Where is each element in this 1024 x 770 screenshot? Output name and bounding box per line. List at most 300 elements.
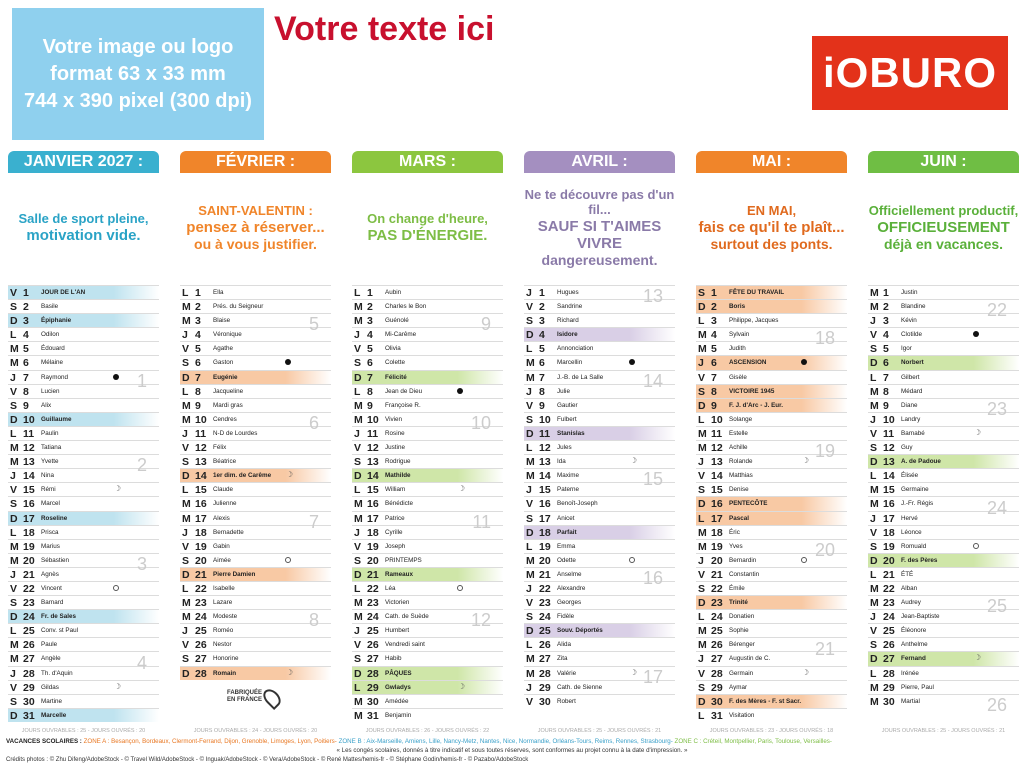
day-number: 20 — [711, 554, 723, 567]
day-row — [8, 623, 159, 637]
weekday-letter: M — [354, 512, 363, 525]
day-number: 10 — [539, 413, 551, 426]
weekday-letter: J — [870, 512, 876, 525]
weekday-letter: V — [526, 399, 534, 412]
day-number: 3 — [883, 315, 889, 328]
weekday-letter: M — [526, 456, 535, 469]
quarter-moon-icon: ☽ — [629, 667, 637, 677]
saint-name: Odilon — [41, 331, 60, 339]
day-row — [524, 440, 675, 454]
weekday-letter: L — [354, 287, 361, 299]
day-number: 7 — [195, 371, 201, 384]
weekday-letter: M — [354, 301, 363, 314]
weekday-letter: S — [870, 540, 878, 553]
saint-name: Mathilde — [385, 472, 411, 480]
day-list — [180, 285, 331, 680]
quarter-moon-icon: ☽ — [113, 681, 121, 691]
day-number: 1 — [883, 287, 889, 299]
saint-name: Anthelme — [901, 641, 928, 649]
weekday-letter: J — [526, 484, 532, 497]
weekday-letter: L — [870, 470, 877, 483]
day-row — [524, 454, 675, 468]
weekday-letter: V — [10, 287, 18, 299]
weekday-letter: L — [698, 611, 705, 624]
weekday-letter: M — [182, 611, 191, 624]
week-number: 22 — [986, 300, 1007, 321]
weekday-letter: M — [526, 653, 535, 666]
weekday-letter: S — [870, 639, 878, 652]
weekday-letter: V — [698, 667, 706, 680]
weekday-letter: J — [354, 625, 360, 638]
day-number: 7 — [539, 371, 545, 384]
saint-name: Guénolé — [385, 317, 409, 325]
weekday-letter: M — [354, 597, 363, 610]
weekday-letter: L — [10, 526, 17, 539]
day-row — [868, 581, 1019, 595]
day-number: 18 — [539, 526, 551, 539]
day-number: 27 — [539, 653, 551, 666]
day-number: 29 — [539, 681, 551, 694]
saint-name: Estelle — [729, 429, 748, 437]
day-row — [352, 370, 503, 384]
day-number: 28 — [711, 667, 723, 680]
saint-name: Blaise — [213, 317, 231, 325]
day-row — [352, 651, 503, 665]
day-row — [868, 440, 1019, 454]
weekday-letter: V — [698, 371, 706, 384]
day-number: 21 — [367, 568, 379, 581]
day-number: 10 — [711, 413, 723, 426]
saint-name: 1er dim. de Carême — [213, 472, 272, 480]
day-row — [696, 496, 847, 510]
day-row — [8, 355, 159, 369]
day-number: 3 — [711, 315, 717, 328]
day-row — [868, 355, 1019, 369]
saint-name: Audrey — [901, 599, 921, 607]
saint-name: F. des Mères - F. st Sacr. — [729, 697, 802, 705]
day-number: 19 — [195, 540, 207, 553]
day-row — [352, 581, 503, 595]
day-row — [868, 341, 1019, 355]
week-number: 24 — [986, 497, 1007, 518]
saint-name: Pascal — [729, 514, 749, 522]
weekday-letter: M — [870, 582, 879, 595]
day-row — [180, 384, 331, 398]
saint-name: VICTOIRE 1945 — [729, 387, 775, 395]
weekday-letter: M — [698, 540, 707, 553]
day-row — [180, 482, 331, 496]
weekday-letter: M — [10, 554, 19, 567]
full-moon-icon — [457, 388, 463, 394]
new-moon-icon — [973, 543, 979, 549]
day-number: 27 — [711, 653, 723, 666]
saint-name: Annonciation — [557, 345, 594, 353]
weekday-letter: M — [354, 399, 363, 412]
month-quote — [696, 173, 847, 283]
weekday-letter: J — [10, 470, 16, 483]
quarter-moon-icon: ☽ — [629, 456, 637, 466]
saint-name: Gautier — [557, 401, 578, 409]
day-row — [180, 355, 331, 369]
day-row — [352, 539, 503, 553]
saint-name: Vendredi saint — [385, 641, 425, 649]
day-number: 30 — [883, 695, 895, 708]
jours-ouvrables: JOURS OUVRABLES : 24 - JOURS OUVRÉS : 20 — [193, 728, 318, 734]
weekday-letter: D — [10, 413, 18, 426]
saint-name: Isidore — [557, 331, 578, 339]
saint-name: Vivien — [385, 415, 403, 423]
day-row — [180, 285, 331, 299]
weekday-letter: S — [10, 498, 18, 511]
weekday-letter: V — [10, 582, 18, 595]
weekday-letter: S — [10, 301, 18, 314]
day-row — [696, 299, 847, 313]
weekday-letter: L — [10, 427, 17, 440]
saint-name: Gilbert — [901, 373, 920, 381]
saint-name: Romuald — [901, 542, 927, 550]
day-row — [352, 595, 503, 609]
weekday-letter: S — [10, 597, 18, 610]
day-number: 1 — [367, 287, 373, 299]
day-number: 13 — [195, 456, 207, 469]
day-number: 9 — [539, 399, 545, 412]
day-number: 23 — [195, 597, 207, 610]
weekday-letter: L — [698, 413, 705, 426]
weekday-letter: M — [182, 597, 191, 610]
day-row — [696, 285, 847, 299]
day-number: 8 — [367, 385, 373, 398]
saint-name: JOUR DE L'AN — [41, 289, 86, 296]
week-number: 3 — [136, 553, 147, 574]
day-row — [524, 553, 675, 567]
day-number: 1 — [711, 287, 717, 299]
weekday-letter: J — [526, 582, 532, 595]
saint-name: Parfait — [557, 528, 577, 536]
day-row — [696, 623, 847, 637]
saint-name: Françoise R. — [385, 401, 421, 409]
saint-name: Zita — [557, 655, 568, 663]
day-number: 25 — [711, 625, 723, 638]
weekday-letter: D — [354, 371, 362, 384]
day-number: 7 — [23, 371, 29, 384]
saint-name: Roméo — [213, 627, 234, 635]
saint-name: Édouard — [41, 345, 65, 353]
quote-line: Ne te découvre pas d'un fil... — [524, 186, 675, 217]
saint-name: Vincent — [41, 584, 62, 592]
saint-name: Alban — [901, 584, 918, 592]
quote-line: SAINT-VALENTIN : — [198, 202, 313, 218]
day-number: 6 — [195, 357, 201, 370]
weekday-letter: M — [354, 413, 363, 426]
saint-name: PÂQUES — [385, 669, 412, 677]
day-row — [352, 666, 503, 680]
weekday-letter: V — [526, 695, 534, 708]
weekday-letter: V — [870, 526, 878, 539]
full-moon-icon — [113, 374, 119, 380]
day-number: 18 — [195, 526, 207, 539]
day-row — [352, 299, 503, 313]
saint-name: Mardi gras — [213, 401, 243, 409]
day-number: 9 — [23, 399, 29, 412]
weekday-letter: S — [526, 611, 534, 624]
weekday-letter: J — [10, 667, 16, 680]
day-number: 5 — [539, 343, 545, 356]
saint-name: J.-B. de La Salle — [557, 373, 604, 381]
saint-name: Igor — [901, 345, 912, 353]
saint-name: Jacqueline — [213, 387, 244, 395]
saint-name: Diane — [901, 401, 918, 409]
weekday-letter: M — [10, 456, 19, 469]
saint-name: Georges — [557, 599, 582, 607]
day-number: 4 — [539, 329, 545, 342]
weekday-letter: L — [354, 385, 361, 398]
day-row — [352, 285, 503, 299]
day-number: 28 — [883, 667, 895, 680]
day-number: 26 — [883, 639, 895, 652]
day-row — [8, 581, 159, 595]
saint-name: Sandrine — [557, 303, 583, 311]
day-number: 22 — [711, 582, 723, 595]
day-number: 1 — [539, 287, 545, 299]
weekday-letter: D — [182, 667, 190, 680]
weekday-letter: S — [526, 512, 534, 525]
day-number: 19 — [367, 540, 379, 553]
day-number: 27 — [883, 653, 895, 666]
day-row — [524, 412, 675, 426]
day-row — [180, 299, 331, 313]
new-moon-icon — [801, 557, 807, 563]
day-number: 27 — [23, 653, 35, 666]
day-number: 26 — [539, 639, 551, 652]
weekday-letter: M — [526, 470, 535, 483]
saint-name: Aimée — [213, 556, 231, 564]
saint-name: Mélaine — [41, 359, 64, 367]
saint-name: Anicet — [557, 514, 575, 522]
saint-name: Éléonore — [901, 627, 927, 635]
day-number: 7 — [711, 371, 717, 384]
day-row — [180, 637, 331, 651]
day-number: 27 — [367, 653, 379, 666]
day-number: 18 — [367, 526, 379, 539]
day-number: 26 — [367, 639, 379, 652]
saint-name: F. J. d'Arc - J. Eur. — [729, 401, 783, 409]
saint-name: Cendres — [213, 415, 237, 423]
quarter-moon-icon: ☽ — [457, 681, 465, 691]
week-number: 16 — [642, 568, 663, 588]
weekday-letter: J — [870, 413, 876, 426]
saint-name: Boris — [729, 303, 746, 311]
weekday-letter: V — [870, 625, 878, 638]
saint-name: Alexis — [213, 514, 230, 522]
day-row — [524, 637, 675, 651]
saint-name: Bernadette — [213, 528, 244, 536]
quarter-moon-icon: ☽ — [801, 456, 809, 466]
day-number: 14 — [23, 470, 35, 483]
day-number: 2 — [711, 301, 717, 314]
day-row — [524, 341, 675, 355]
weekday-letter: M — [870, 681, 879, 694]
saint-name: Guillaume — [41, 415, 72, 423]
day-row — [8, 637, 159, 651]
weekday-letter: S — [354, 554, 362, 567]
month-5 — [868, 151, 1019, 715]
weekday-letter: D — [10, 512, 18, 525]
day-number: 22 — [367, 582, 379, 595]
day-number: 30 — [539, 695, 551, 708]
weekday-letter: M — [698, 639, 707, 652]
weekday-letter: S — [698, 385, 706, 398]
day-number: 23 — [367, 597, 379, 610]
day-number: 6 — [539, 357, 545, 370]
saint-name: Th. d'Aquin — [41, 669, 73, 677]
saint-name: PRINTEMPS — [385, 556, 422, 564]
weekday-letter: V — [182, 639, 190, 652]
day-list — [868, 285, 1019, 715]
day-number: 11 — [195, 427, 207, 440]
day-row — [868, 553, 1019, 567]
day-number: 29 — [367, 681, 379, 694]
day-row — [696, 609, 847, 623]
weekday-letter: J — [526, 385, 532, 398]
saint-name: Yves — [729, 542, 743, 550]
day-row — [352, 708, 503, 722]
weekday-letter: J — [526, 287, 532, 299]
day-number: 28 — [195, 667, 207, 680]
day-row — [868, 285, 1019, 299]
day-number: 12 — [711, 442, 723, 455]
day-row — [352, 482, 503, 496]
saint-name: Gwladys — [385, 683, 411, 691]
day-number: 23 — [711, 597, 723, 610]
saint-name: Bérenger — [729, 641, 755, 649]
day-number: 21 — [711, 568, 723, 581]
weekday-letter: D — [182, 470, 190, 483]
day-number: 6 — [367, 357, 373, 370]
day-number: 12 — [195, 442, 207, 455]
day-row — [352, 496, 503, 510]
day-number: 28 — [367, 667, 379, 680]
saint-name: Cyrille — [385, 528, 403, 536]
day-number: 14 — [195, 470, 207, 483]
day-number: 2 — [367, 301, 373, 314]
photo-credits: Crédits photos : © Zhu Difeng/AdobeStock - © Travel Wild/AdobeStock - © Inguak/AdobeStock - © Vera/AdobeStock - © René Mattes/hemis-fr - © Stéphane Godin/hemis-fr - © Pazabo/AdobeStock — [6, 757, 529, 763]
day-number: 24 — [883, 611, 895, 624]
day-row — [8, 595, 159, 609]
day-number: 20 — [195, 554, 207, 567]
weekday-letter: M — [182, 399, 191, 412]
weekday-letter: D — [870, 456, 878, 469]
quote-line: déjà en vacances. — [883, 236, 1004, 253]
saint-name: Ida — [557, 458, 566, 466]
saint-name: Cath. de Sienne — [557, 683, 603, 691]
saint-name: Félix — [213, 444, 227, 452]
day-number: 25 — [539, 625, 551, 638]
weekday-letter: S — [698, 484, 706, 497]
day-number: 1 — [23, 287, 29, 299]
day-list — [8, 285, 159, 722]
saint-name: Julie — [557, 387, 570, 395]
day-row — [352, 567, 503, 581]
day-number: 23 — [539, 597, 551, 610]
weekday-letter: S — [526, 315, 534, 328]
quarter-moon-icon: ☽ — [113, 484, 121, 494]
weekday-letter: L — [182, 582, 189, 595]
weekday-letter: M — [526, 371, 535, 384]
month-2 — [352, 151, 503, 722]
saint-name: Eugénie — [213, 373, 238, 381]
saint-name: Isabelle — [213, 584, 235, 592]
day-number: 11 — [539, 427, 551, 440]
week-number: 2 — [136, 455, 147, 476]
weekday-letter: D — [698, 695, 706, 708]
quarter-moon-icon: ☽ — [973, 427, 981, 437]
day-number: 11 — [711, 427, 723, 440]
jours-ouvrables: JOURS OUVRABLES : 25 - JOURS OUVRÉS : 21 — [537, 728, 662, 734]
day-row — [868, 327, 1019, 341]
day-number: 12 — [23, 442, 35, 455]
saint-name: Martial — [901, 697, 920, 705]
day-number: 1 — [195, 287, 201, 299]
weekday-letter: M — [870, 385, 879, 398]
weekday-letter: J — [10, 568, 16, 581]
day-number: 13 — [23, 456, 35, 469]
day-number: 27 — [195, 653, 207, 666]
day-row — [868, 525, 1019, 539]
day-row — [8, 341, 159, 355]
day-number: 10 — [195, 413, 207, 426]
day-row — [8, 440, 159, 454]
month-title: JUIN : — [868, 151, 1019, 173]
weekday-letter: M — [182, 301, 191, 314]
day-number: 29 — [883, 681, 895, 694]
weekday-letter: M — [698, 442, 707, 455]
weekday-letter: M — [698, 329, 707, 342]
day-number: 10 — [883, 413, 895, 426]
weekday-letter: D — [526, 427, 534, 440]
week-number: 17 — [642, 666, 663, 687]
saint-name: Marcelle — [41, 711, 67, 719]
day-number: 9 — [883, 399, 889, 412]
week-number: 8 — [308, 610, 319, 631]
day-row — [8, 299, 159, 313]
new-moon-icon — [629, 557, 635, 563]
weekday-letter: S — [698, 287, 706, 299]
saint-name: Justin — [901, 289, 918, 296]
day-number: 14 — [883, 470, 895, 483]
weekday-letter: M — [870, 399, 879, 412]
saint-name: Odette — [557, 556, 576, 564]
day-number: 16 — [23, 498, 35, 511]
day-number: 22 — [23, 582, 35, 595]
jours-ouvrables: JOURS OUVRABLES : 25 - JOURS OUVRÉS : 21 — [881, 728, 1006, 734]
weekday-letter: D — [526, 526, 534, 539]
brand-logo: iOBURO — [812, 36, 1008, 110]
weekday-letter: S — [870, 343, 878, 356]
weekday-letter: L — [526, 639, 533, 652]
weekday-letter: S — [10, 695, 18, 708]
weekday-letter: M — [10, 540, 19, 553]
day-row — [8, 708, 159, 722]
saint-name: Fr. de Sales — [41, 613, 77, 621]
saint-name: Bernardin — [729, 556, 757, 564]
saint-name: Benjamin — [385, 711, 412, 719]
weekday-letter: J — [354, 329, 360, 342]
weekday-letter: J — [698, 357, 704, 370]
week-number: 1 — [136, 370, 147, 391]
saint-name: Justine — [385, 444, 405, 452]
day-number: 5 — [711, 343, 717, 356]
day-number: 5 — [367, 343, 373, 356]
